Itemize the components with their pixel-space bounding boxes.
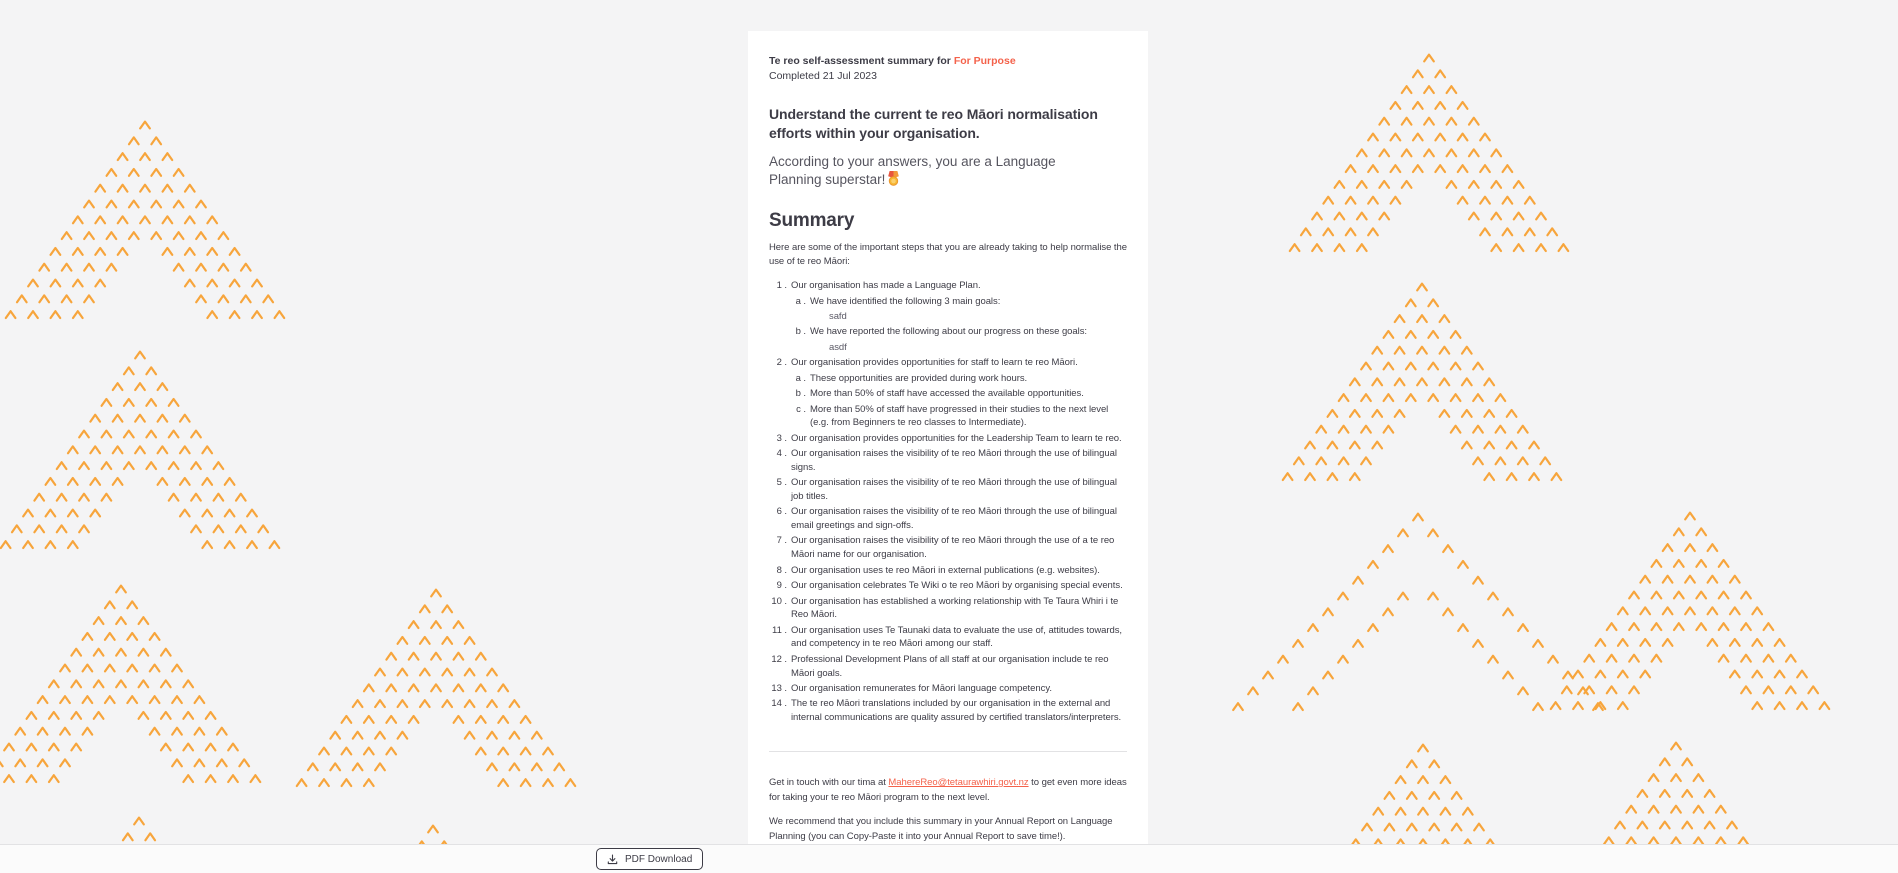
summary-list xyxy=(769,279,1127,725)
sublist-item-letter: b . xyxy=(795,326,806,338)
list-item-number: 9 . xyxy=(776,580,787,592)
list-item-text: Our organisation remunerates for Māori language competency. xyxy=(791,682,1052,694)
list-item-text: Our organisation raises the visibility of te reo Māori through the use of a te reo Māori name for our organisation. xyxy=(791,535,1115,561)
organisation-name: For Purpose xyxy=(953,55,1016,67)
list-item-text: Our organisation raises the visibility of te reo Māori through the use of bilingual email greetings and sign-offs. xyxy=(791,506,1117,532)
medal-icon xyxy=(887,171,900,186)
summary-list-item xyxy=(769,505,1127,533)
list-item-number: 3 . xyxy=(776,432,787,444)
list-item-text: Our organisation uses te reo Māori in external publications (e.g. websites). xyxy=(791,564,1100,576)
summary-list-item xyxy=(769,279,1127,355)
summary-list-item xyxy=(769,447,1127,475)
pdf-download-label: PDF Download xyxy=(625,853,693,865)
list-item-number: 4 . xyxy=(776,448,787,460)
report-title-prefix: Te reo self-assessment summary for xyxy=(769,55,954,67)
summary-list-item xyxy=(769,624,1127,652)
list-item-number: 8 . xyxy=(776,564,787,576)
list-item-number: 6 . xyxy=(776,506,787,518)
list-item-text: Our organisation has established a working relationship with Te Taura Whiri i te Reo Māori. xyxy=(791,595,1119,621)
list-item-number: 10 . xyxy=(771,595,787,607)
contact-paragraph: Get in touch with our tima at MahereReo@tetaurawhiri.govt.nz to get even more ideas for taking your te reo Māori program to the next level. xyxy=(769,776,1127,803)
summary-title: Summary xyxy=(769,210,855,231)
sublist-item-letter: a . xyxy=(795,295,806,307)
report-title xyxy=(769,55,1127,68)
list-item-number: 13 . xyxy=(771,682,787,694)
recommendation-paragraph: We recommend that you include this summary in your Annual Report on Language Planning (you can Copy-Paste it into your Annual Report to save time!). xyxy=(769,815,1113,842)
summary-list-item xyxy=(769,579,1127,593)
sublist-item-letter: a . xyxy=(795,372,806,384)
list-item-number: 12 . xyxy=(771,653,787,665)
page-footer xyxy=(0,844,1898,873)
list-item-text: The te reo Māori translations included by our organisation in the external and internal communications are quality assured by certified translators/interpreters. xyxy=(791,698,1122,724)
list-item-number: 5 . xyxy=(776,477,787,489)
sublist-item-text: We have identified the following 3 main goals: xyxy=(810,295,1001,307)
summary-list-item xyxy=(769,653,1127,681)
sublist-item-text: More than 50% of staff have accessed the available opportunities. xyxy=(810,388,1084,400)
list-item-text: Our organisation provides opportunities for the Leadership Team to learn te reo. xyxy=(791,432,1122,444)
sublist-item-text: These opportunities are provided during work hours. xyxy=(810,372,1028,384)
sublist-item-text: We have reported the following about our progress on these goals: xyxy=(810,326,1088,338)
summary-card xyxy=(748,31,1148,844)
summary-list-item xyxy=(769,476,1127,504)
list-item-text: Our organisation raises the visibility of te reo Māori through the use of bilingual job titles. xyxy=(791,477,1117,503)
summary-list-item xyxy=(769,564,1127,578)
download-icon xyxy=(607,854,618,865)
contact-email-link[interactable]: MahereReo@tetaurawhiri.govt.nz xyxy=(888,776,1029,788)
summary-list-item xyxy=(769,595,1127,623)
list-item-text: Professional Development Plans of all staff at our organisation include te reo Māori goals. xyxy=(791,653,1109,679)
list-item-number: 7 . xyxy=(776,535,787,547)
summary-list-item xyxy=(769,356,1127,430)
list-item-number: 2 . xyxy=(776,357,787,369)
goal-value-text: safd xyxy=(829,311,847,322)
summary-list-item xyxy=(769,697,1127,725)
pdf-download-button[interactable] xyxy=(596,848,703,870)
result-text: According to your answers, you are a Language Planning superstar! xyxy=(769,154,1056,187)
summary-list-item xyxy=(769,534,1127,562)
card-divider xyxy=(769,751,1127,752)
sublist-item-letter: b . xyxy=(795,388,806,400)
list-item-text: Our organisation raises the visibility of te reo Māori through the use of bilingual signs. xyxy=(791,448,1117,473)
list-item-text: Our organisation has made a Language Plan. xyxy=(791,280,981,291)
list-item-text: Our organisation celebrates Te Wiki o te reo Māori by organising special events. xyxy=(791,580,1123,592)
summary-list-item xyxy=(769,682,1127,696)
list-item-number: 1 . xyxy=(776,280,787,291)
sublist-item-text: More than 50% of staff have progressed in their studies to the next level (e.g. from Beginners te reo classes to Intermediate). xyxy=(810,403,1109,429)
section-heading: Understand the current te reo Māori normalisation efforts within your organisation. xyxy=(769,106,1098,141)
goal-value-text: asdf xyxy=(829,341,847,353)
list-item-number: 14 . xyxy=(771,698,787,710)
sublist-item-letter: c . xyxy=(796,403,806,415)
list-item-number: 11 . xyxy=(772,624,787,636)
list-item-text: Our organisation provides opportunities for staff to learn te reo Māori. xyxy=(791,357,1078,369)
list-item-text: Our organisation uses Te Taunaki data to evaluate the use of, attitudes towards, and competency in te reo Māori among our staff. xyxy=(791,624,1123,650)
completed-date: Completed 21 Jul 2023 xyxy=(769,70,877,82)
summary-list-item xyxy=(769,432,1127,446)
summary-intro: Here are some of the important steps that you are already taking to help normalise the use of te reo Māori: xyxy=(769,242,1127,267)
